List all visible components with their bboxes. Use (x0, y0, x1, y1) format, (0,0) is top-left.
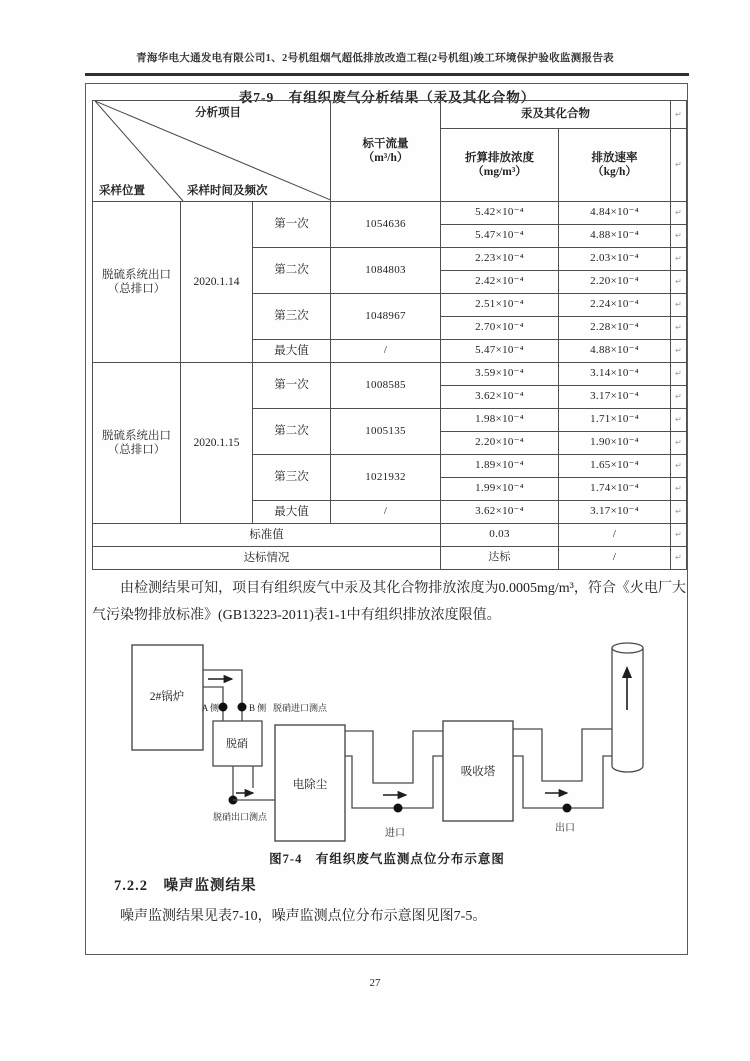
inlet-point-icon (394, 804, 403, 813)
corner-label-analysis-item: 分析项目 (195, 107, 241, 119)
boiler-label: 2#锅炉 (149, 691, 185, 703)
row-end-mark-icon: ↵ (671, 101, 687, 129)
monitoring-points-diagram (92, 638, 686, 848)
column-header-concentration: 折算排放浓度 （mg/m³） (441, 129, 559, 202)
inlet-label: 进口 (385, 828, 405, 839)
cell-run-name: 第二次 (253, 409, 331, 455)
cell-rate: 4.88×10⁻⁴ (559, 340, 671, 363)
corner-label-sampling-time: 采样时间及频次 (187, 184, 268, 197)
cell-flow: 1021932 (331, 455, 441, 501)
cell-date: 2020.1.15 (181, 363, 253, 524)
table-row (93, 363, 687, 386)
result-paragraph: 由检测结果可知，项目有组织废气中汞及其化合物排放浓度为0.0005mg/m³，符合《火电厂大气污染物排放标准》(GB13223-2011)表1-1中有组织排放浓度限值。 (92, 581, 686, 623)
analysis-table (92, 100, 687, 570)
table-row (93, 202, 687, 225)
stack-top (612, 643, 643, 653)
cell-standard-label: 标准值 (93, 524, 441, 547)
cell-rate: 4.84×10⁻⁴ (559, 202, 671, 225)
cell-max-label: 最大值 (253, 501, 331, 524)
corner-label-sampling-location: 采样位置 (99, 184, 145, 197)
process-flow-diagram-icon (92, 638, 686, 848)
cell-run-name: 第三次 (253, 455, 331, 501)
row-end-mark-icon: ↵ (671, 547, 687, 570)
table-row (93, 524, 687, 547)
cell-location: 脱硫系统出口（总排口） (93, 202, 181, 363)
table-row (93, 547, 687, 570)
diagonal-header-cell (93, 101, 331, 202)
row-end-mark-icon: ↵ (671, 386, 687, 409)
row-end-mark-icon: ↵ (671, 432, 687, 455)
cell-rate: 1.71×10⁻⁴ (559, 409, 671, 432)
cell-rate: 1.74×10⁻⁴ (559, 478, 671, 501)
row-end-mark-icon: ↵ (671, 294, 687, 317)
cell-flow: 1005135 (331, 409, 441, 455)
cell-rate: 2.28×10⁻⁴ (559, 317, 671, 340)
cell-rate: 1.90×10⁻⁴ (559, 432, 671, 455)
cell-conc: 3.59×10⁻⁴ (441, 363, 559, 386)
header-rule (85, 73, 689, 76)
cell-date: 2020.1.14 (181, 202, 253, 363)
column-group-mercury: 汞及其化合物 (441, 101, 671, 129)
document-header: 青海华电大通发电有限公司1、2号机组烟气超低排放改造工程(2号机组)竣工环境保护验收监测报告表 (136, 53, 614, 64)
cell-run-name: 第二次 (253, 248, 331, 294)
cell-max-label: 最大值 (253, 340, 331, 363)
cell-conc: 5.42×10⁻⁴ (441, 202, 559, 225)
measure-point-a-icon (219, 703, 228, 712)
cell-flow: / (331, 501, 441, 524)
cell-standard-rate: / (559, 524, 671, 547)
cell-rate: 4.88×10⁻⁴ (559, 225, 671, 248)
cell-rate: 3.17×10⁻⁴ (559, 501, 671, 524)
cell-rate: 2.03×10⁻⁴ (559, 248, 671, 271)
cell-flow: 1054636 (331, 202, 441, 248)
cell-conc: 3.62×10⁻⁴ (441, 386, 559, 409)
cell-conc: 2.51×10⁻⁴ (441, 294, 559, 317)
cell-rate: 2.20×10⁻⁴ (559, 271, 671, 294)
row-end-mark-icon: ↵ (671, 340, 687, 363)
cell-flow: 1048967 (331, 294, 441, 340)
cell-conc: 1.89×10⁻⁴ (441, 455, 559, 478)
table-row (93, 101, 687, 129)
cell-run-name: 第一次 (253, 202, 331, 248)
denox-inlet-label: 脱硝进口测点 (273, 703, 328, 713)
cell-conc: 1.99×10⁻⁴ (441, 478, 559, 501)
cell-conc: 1.98×10⁻⁴ (441, 409, 559, 432)
cell-conc: 2.23×10⁻⁴ (441, 248, 559, 271)
cell-standard-conc: 0.03 (441, 524, 559, 547)
absorber-label: 吸收塔 (460, 766, 496, 778)
table-title: 表7-9 有组织废气分析结果（汞及其化合物） (238, 90, 536, 105)
cell-conc: 5.47×10⁻⁴ (441, 225, 559, 248)
denox-label: 脱硝 (226, 738, 248, 750)
cell-conc: 3.62×10⁻⁴ (441, 501, 559, 524)
cell-conc: 2.42×10⁻⁴ (441, 271, 559, 294)
cell-conc: 5.47×10⁻⁴ (441, 340, 559, 363)
row-end-mark-icon: ↵ (671, 248, 687, 271)
row-end-mark-icon: ↵ (671, 501, 687, 524)
cell-run-name: 第一次 (253, 363, 331, 409)
column-header-rate: 排放速率 （kg/h） (559, 129, 671, 202)
cell-rate: 3.17×10⁻⁴ (559, 386, 671, 409)
side-a-label: A 侧 (201, 703, 219, 713)
row-end-mark-icon: ↵ (671, 202, 687, 225)
cell-run-name: 第三次 (253, 294, 331, 340)
row-end-mark-icon: ↵ (671, 271, 687, 294)
cell-location: 脱硫系统出口（总排口） (93, 363, 181, 524)
page-number: 27 (369, 977, 381, 989)
cell-flow: / (331, 340, 441, 363)
section-heading: 7.2.2 噪声监测结果 (114, 878, 257, 894)
row-end-mark-icon: ↵ (671, 478, 687, 501)
cell-flow: 1084803 (331, 248, 441, 294)
cell-compliance-label: 达标情况 (93, 547, 441, 570)
outlet-point-icon (563, 804, 572, 813)
cell-rate: 1.65×10⁻⁴ (559, 455, 671, 478)
cell-conc: 2.70×10⁻⁴ (441, 317, 559, 340)
cell-compliance-rate: / (559, 547, 671, 570)
cell-conc: 2.20×10⁻⁴ (441, 432, 559, 455)
outlet-label: 出口 (555, 823, 575, 834)
row-end-mark-icon: ↵ (671, 524, 687, 547)
cell-rate: 3.14×10⁻⁴ (559, 363, 671, 386)
denox-outlet-label: 脱硝出口测点 (212, 812, 268, 822)
cell-flow: 1008585 (331, 363, 441, 409)
row-end-mark-icon: ↵ (671, 317, 687, 340)
cell-compliance-conc: 达标 (441, 547, 559, 570)
row-end-mark-icon: ↵ (671, 455, 687, 478)
row-end-mark-icon: ↵ (671, 409, 687, 432)
measure-point-b-icon (238, 703, 247, 712)
cell-rate: 2.24×10⁻⁴ (559, 294, 671, 317)
esp-label: 电除尘 (292, 779, 328, 791)
figure-caption: 图7-4 有组织废气监测点位分布示意图 (269, 852, 505, 866)
column-header-flow: 标干流量 （m³/h） (331, 101, 441, 202)
row-end-mark-icon: ↵ (671, 363, 687, 386)
section-body: 噪声监测结果见表7-10，噪声监测点位分布示意图见图7-5。 (120, 909, 487, 924)
side-b-label: B 侧 (249, 703, 267, 713)
row-end-mark-icon: ↵ (671, 129, 687, 202)
row-end-mark-icon: ↵ (671, 225, 687, 248)
